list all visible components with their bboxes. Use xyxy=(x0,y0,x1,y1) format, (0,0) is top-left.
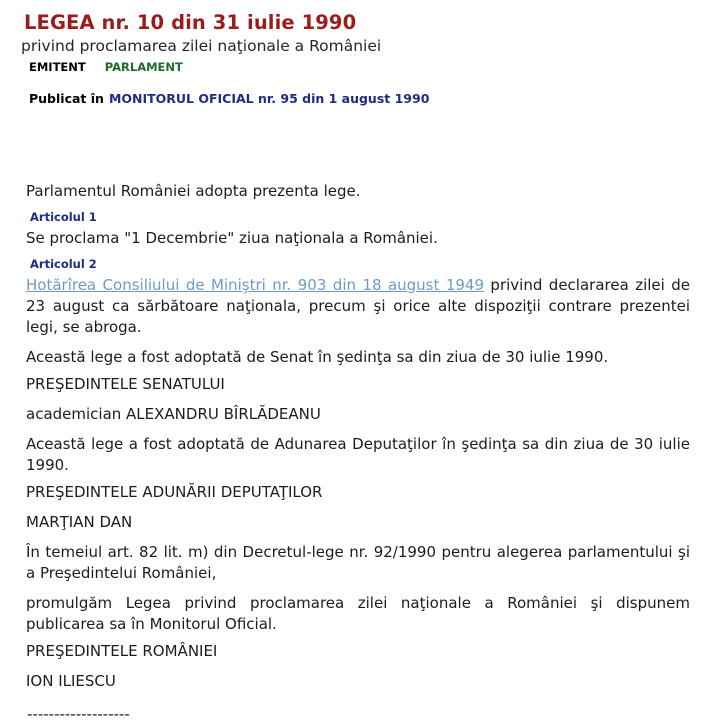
emitent-value: PARLAMENT xyxy=(104,60,183,74)
romania-president-name: ION ILIESCU xyxy=(26,672,116,690)
promulgation-basis-text: În temeiul art. 82 lit. m) din Decretul-lege nr. 92/1990 pentru alegerea parlamentului şi a Preşedintelui României, xyxy=(26,543,690,582)
senate-president-title: PREŞEDINTELE SENATULUI xyxy=(26,375,225,393)
intro-paragraph: Parlamentul României adopta prezenta lege. xyxy=(26,182,361,200)
article-1-heading: Articolul 1 xyxy=(30,210,97,224)
spacer xyxy=(0,425,715,434)
deputies-president-name: MARŢIAN DAN xyxy=(26,513,133,531)
article-2-text xyxy=(0,275,715,338)
published-row xyxy=(0,75,715,107)
separator-line: ------------------- xyxy=(27,705,130,723)
document-subtitle: privind proclamarea zilei naţionale a României xyxy=(21,37,382,55)
published-label: Publicat în xyxy=(29,91,104,106)
page-title: LEGEA nr. 10 din 31 iulie 1990 xyxy=(24,11,357,34)
spacer xyxy=(0,533,715,542)
deputies-president-title: PREŞEDINTELE ADUNĂRII DEPUTAŢILOR xyxy=(26,483,323,501)
hotarire-reference-link[interactable]: Hotărîrea Consiliului de Miniştri nr. 903 din 18 august 1949 xyxy=(26,276,484,294)
emitent-label: EMITENT xyxy=(29,60,86,74)
senate-president-name: academician ALEXANDRU BÎRLĂDEANU xyxy=(26,405,321,423)
deputies-adoption-text: Această lege a fost adoptată de Adunarea Deputaţilor în şedinţa sa din ziua de 30 iulie 1990. xyxy=(26,435,690,474)
published-reference: MONITORUL OFICIAL nr. 95 din 1 august 1990 xyxy=(108,91,430,106)
document-header xyxy=(0,0,715,107)
emitent-row xyxy=(0,56,715,75)
senate-adoption-text: Această lege a fost adoptată de Senat în şedinţa sa din ziua de 30 iulie 1990. xyxy=(26,348,609,366)
spacer xyxy=(0,503,715,512)
spacer xyxy=(0,662,715,671)
promulgation-text: promulgăm Legea privind proclamarea zilei naţionale a României şi dispunem publicarea sa în Monitorul Oficial. xyxy=(26,594,690,633)
spacer xyxy=(0,395,715,404)
document-body xyxy=(0,181,715,722)
romania-president-title: PREŞEDINTELE ROMÂNIEI xyxy=(26,642,218,660)
article-1-text: Se proclama "1 Decembrie" ziua naţionala a României. xyxy=(26,229,438,247)
article-2-remainder: privind declararea zilei de 23 august ca sărbătoare naţionala, precum şi orice alte dispoziţii contrare prezentei legi, se abroga. xyxy=(26,276,690,336)
article-2-heading: Articolul 2 xyxy=(30,257,97,271)
